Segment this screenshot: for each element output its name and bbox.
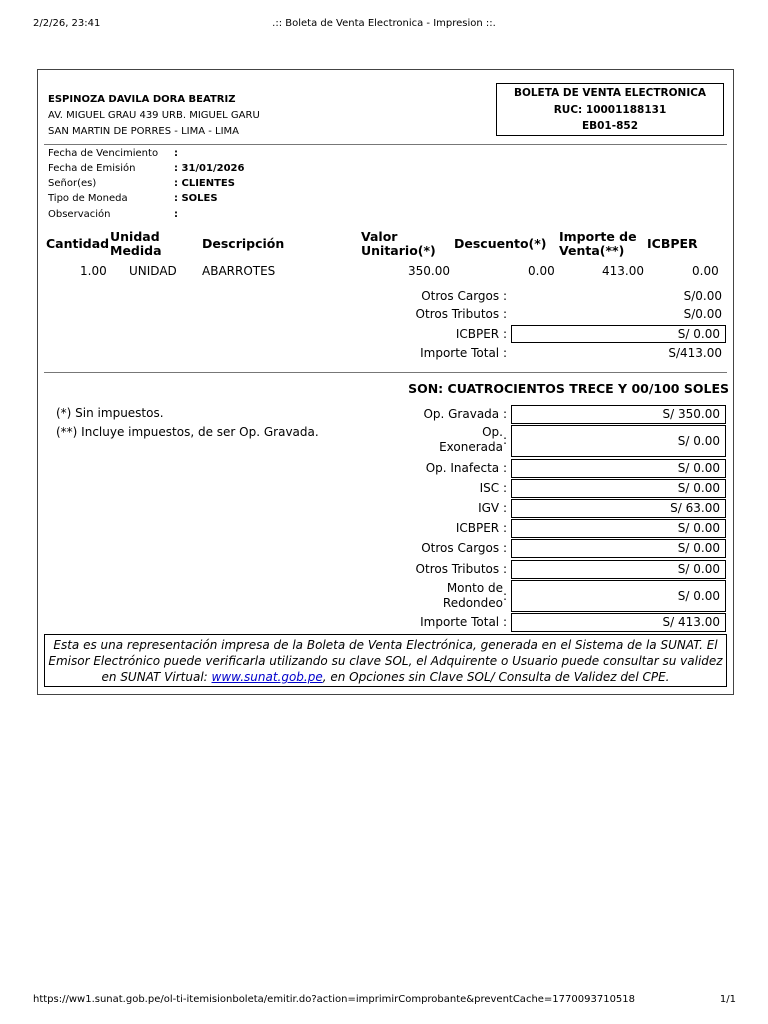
otros-tributos-value: S/ 0.00 — [511, 560, 726, 579]
otros-tributos-label: Otros Tributos : — [415, 562, 507, 576]
summary-otros-tributos-value: S/0.00 — [683, 307, 722, 321]
op-inafecta-label: Op. Inafecta : — [425, 461, 507, 475]
op-exonerada-value: S/ 0.00 — [511, 425, 726, 457]
info-value-senores: : CLIENTES — [174, 178, 235, 189]
icbper-value: S/ 0.00 — [511, 519, 726, 538]
note-incluye-impuestos: (**) Incluye impuestos, de ser Op. Gravada. — [56, 425, 319, 439]
row-valor-unitario: 350.00 — [408, 264, 450, 278]
info-label-observacion: Observación — [48, 209, 111, 220]
amount-in-words: SON: CUATROCIENTOS TRECE Y 00/100 SOLES — [408, 381, 729, 396]
col-header-unidad: Unidad Medida — [110, 229, 162, 258]
row-cantidad: 1.00 — [80, 264, 107, 278]
igv-value: S/ 63.00 — [511, 499, 726, 518]
info-value-moneda: : SOLES — [174, 193, 218, 204]
op-exonerada-label: Op. Exonerada — [439, 425, 503, 454]
summary-icbper-value: S/ 0.00 — [511, 325, 726, 343]
redondeo-label: Monto de Redondeo — [442, 581, 503, 610]
isc-value: S/ 0.00 — [511, 479, 726, 498]
importe-total-label: Importe Total : — [420, 615, 507, 629]
emisor-address1: AV. MIGUEL GRAU 439 URB. MIGUEL GARU — [48, 110, 260, 121]
icbper-label: ICBPER : — [455, 521, 507, 535]
summary-importe-total-value: S/413.00 — [668, 346, 722, 360]
igv-label: IGV : — [478, 501, 507, 515]
print-page-title: .:: Boleta de Venta Electronica - Impresion ::. — [272, 18, 496, 29]
boleta-document — [37, 69, 734, 695]
otros-cargos-value: S/ 0.00 — [511, 539, 726, 558]
boleta-id-box — [496, 83, 724, 136]
print-page-number: 1/1 — [719, 994, 736, 1005]
divider — [44, 144, 727, 145]
info-value-observacion: : — [174, 209, 178, 220]
info-value-vencimiento: : — [174, 148, 178, 159]
summary-otros-tributos-label: Otros Tributos : — [415, 307, 507, 321]
redondeo-value: S/ 0.00 — [511, 580, 726, 612]
info-label-moneda: Tipo de Moneda — [48, 193, 128, 204]
legal-notice: Esta es una representación impresa de la Boleta de Venta Electrónica, generada en el Sistema de la SUNAT. El Emisor Electrónico puede verificarla utilizando su clave SOL, el Adquirente o Usuario puede consultar su validez en SUNAT Virtual: www.sunat.gob.pe, en Opciones sin Clave SOL/ Consulta de Validez del CPE. — [44, 634, 727, 687]
summary-icbper-label: ICBPER : — [455, 327, 507, 341]
info-value-emision: : 31/01/2026 — [174, 163, 245, 174]
boleta-title: BOLETA DE VENTA ELECTRONICA — [513, 87, 707, 99]
emisor-name: ESPINOZA DAVILA DORA BEATRIZ — [48, 94, 236, 105]
col-header-cantidad: Cantidad — [46, 236, 110, 251]
row-icbper: 0.00 — [692, 264, 719, 278]
summary-importe-total-label: Importe Total : — [420, 346, 507, 360]
boleta-serie: EB01-852 — [581, 120, 639, 132]
info-label-senores: Señor(es) — [48, 178, 97, 189]
importe-total-value: S/ 413.00 — [511, 613, 726, 632]
print-url: https://ww1.sunat.gob.pe/ol-ti-itemisionboleta/emitir.do?action=imprimirComprobante&preventCache=1770093710518 — [33, 994, 636, 1005]
redondeo-colon: : — [502, 589, 507, 603]
info-label-emision: Fecha de Emisión — [48, 163, 136, 174]
row-descripcion: ABARROTES — [202, 264, 276, 278]
boleta-ruc: RUC: 10001188131 — [553, 103, 667, 116]
summary-otros-cargos-label: Otros Cargos : — [421, 289, 507, 303]
col-header-importe: Importe de Venta(**) — [559, 229, 637, 258]
op-gravada-value: S/ 350.00 — [511, 405, 726, 424]
isc-label: ISC : — [479, 481, 507, 495]
col-header-descuento: Descuento(*) — [454, 236, 547, 251]
info-label-vencimiento: Fecha de Vencimiento — [48, 148, 159, 159]
divider — [44, 372, 727, 373]
col-header-valor-unitario: Valor Unitario(*) — [361, 229, 436, 258]
op-exonerada-colon: : — [502, 433, 507, 447]
emisor-address2: SAN MARTIN DE PORRES - LIMA - LIMA — [48, 126, 240, 137]
op-inafecta-value: S/ 0.00 — [511, 459, 726, 478]
op-gravada-label: Op. Gravada : — [423, 407, 507, 421]
print-datetime: 2/2/26, 23:41 — [33, 18, 101, 29]
col-header-descripcion: Descripción — [202, 236, 285, 251]
emisor-block — [48, 92, 260, 140]
row-descuento: 0.00 — [528, 264, 555, 278]
sunat-link[interactable]: www.sunat.gob.pe — [211, 670, 323, 684]
row-importe: 413.00 — [602, 264, 644, 278]
otros-cargos-label: Otros Cargos : — [421, 541, 507, 555]
note-sin-impuestos: (*) Sin impuestos. — [56, 406, 164, 420]
row-unidad: UNIDAD — [129, 264, 177, 278]
col-header-icbper: ICBPER — [647, 236, 698, 251]
summary-otros-cargos-value: S/0.00 — [683, 289, 722, 303]
